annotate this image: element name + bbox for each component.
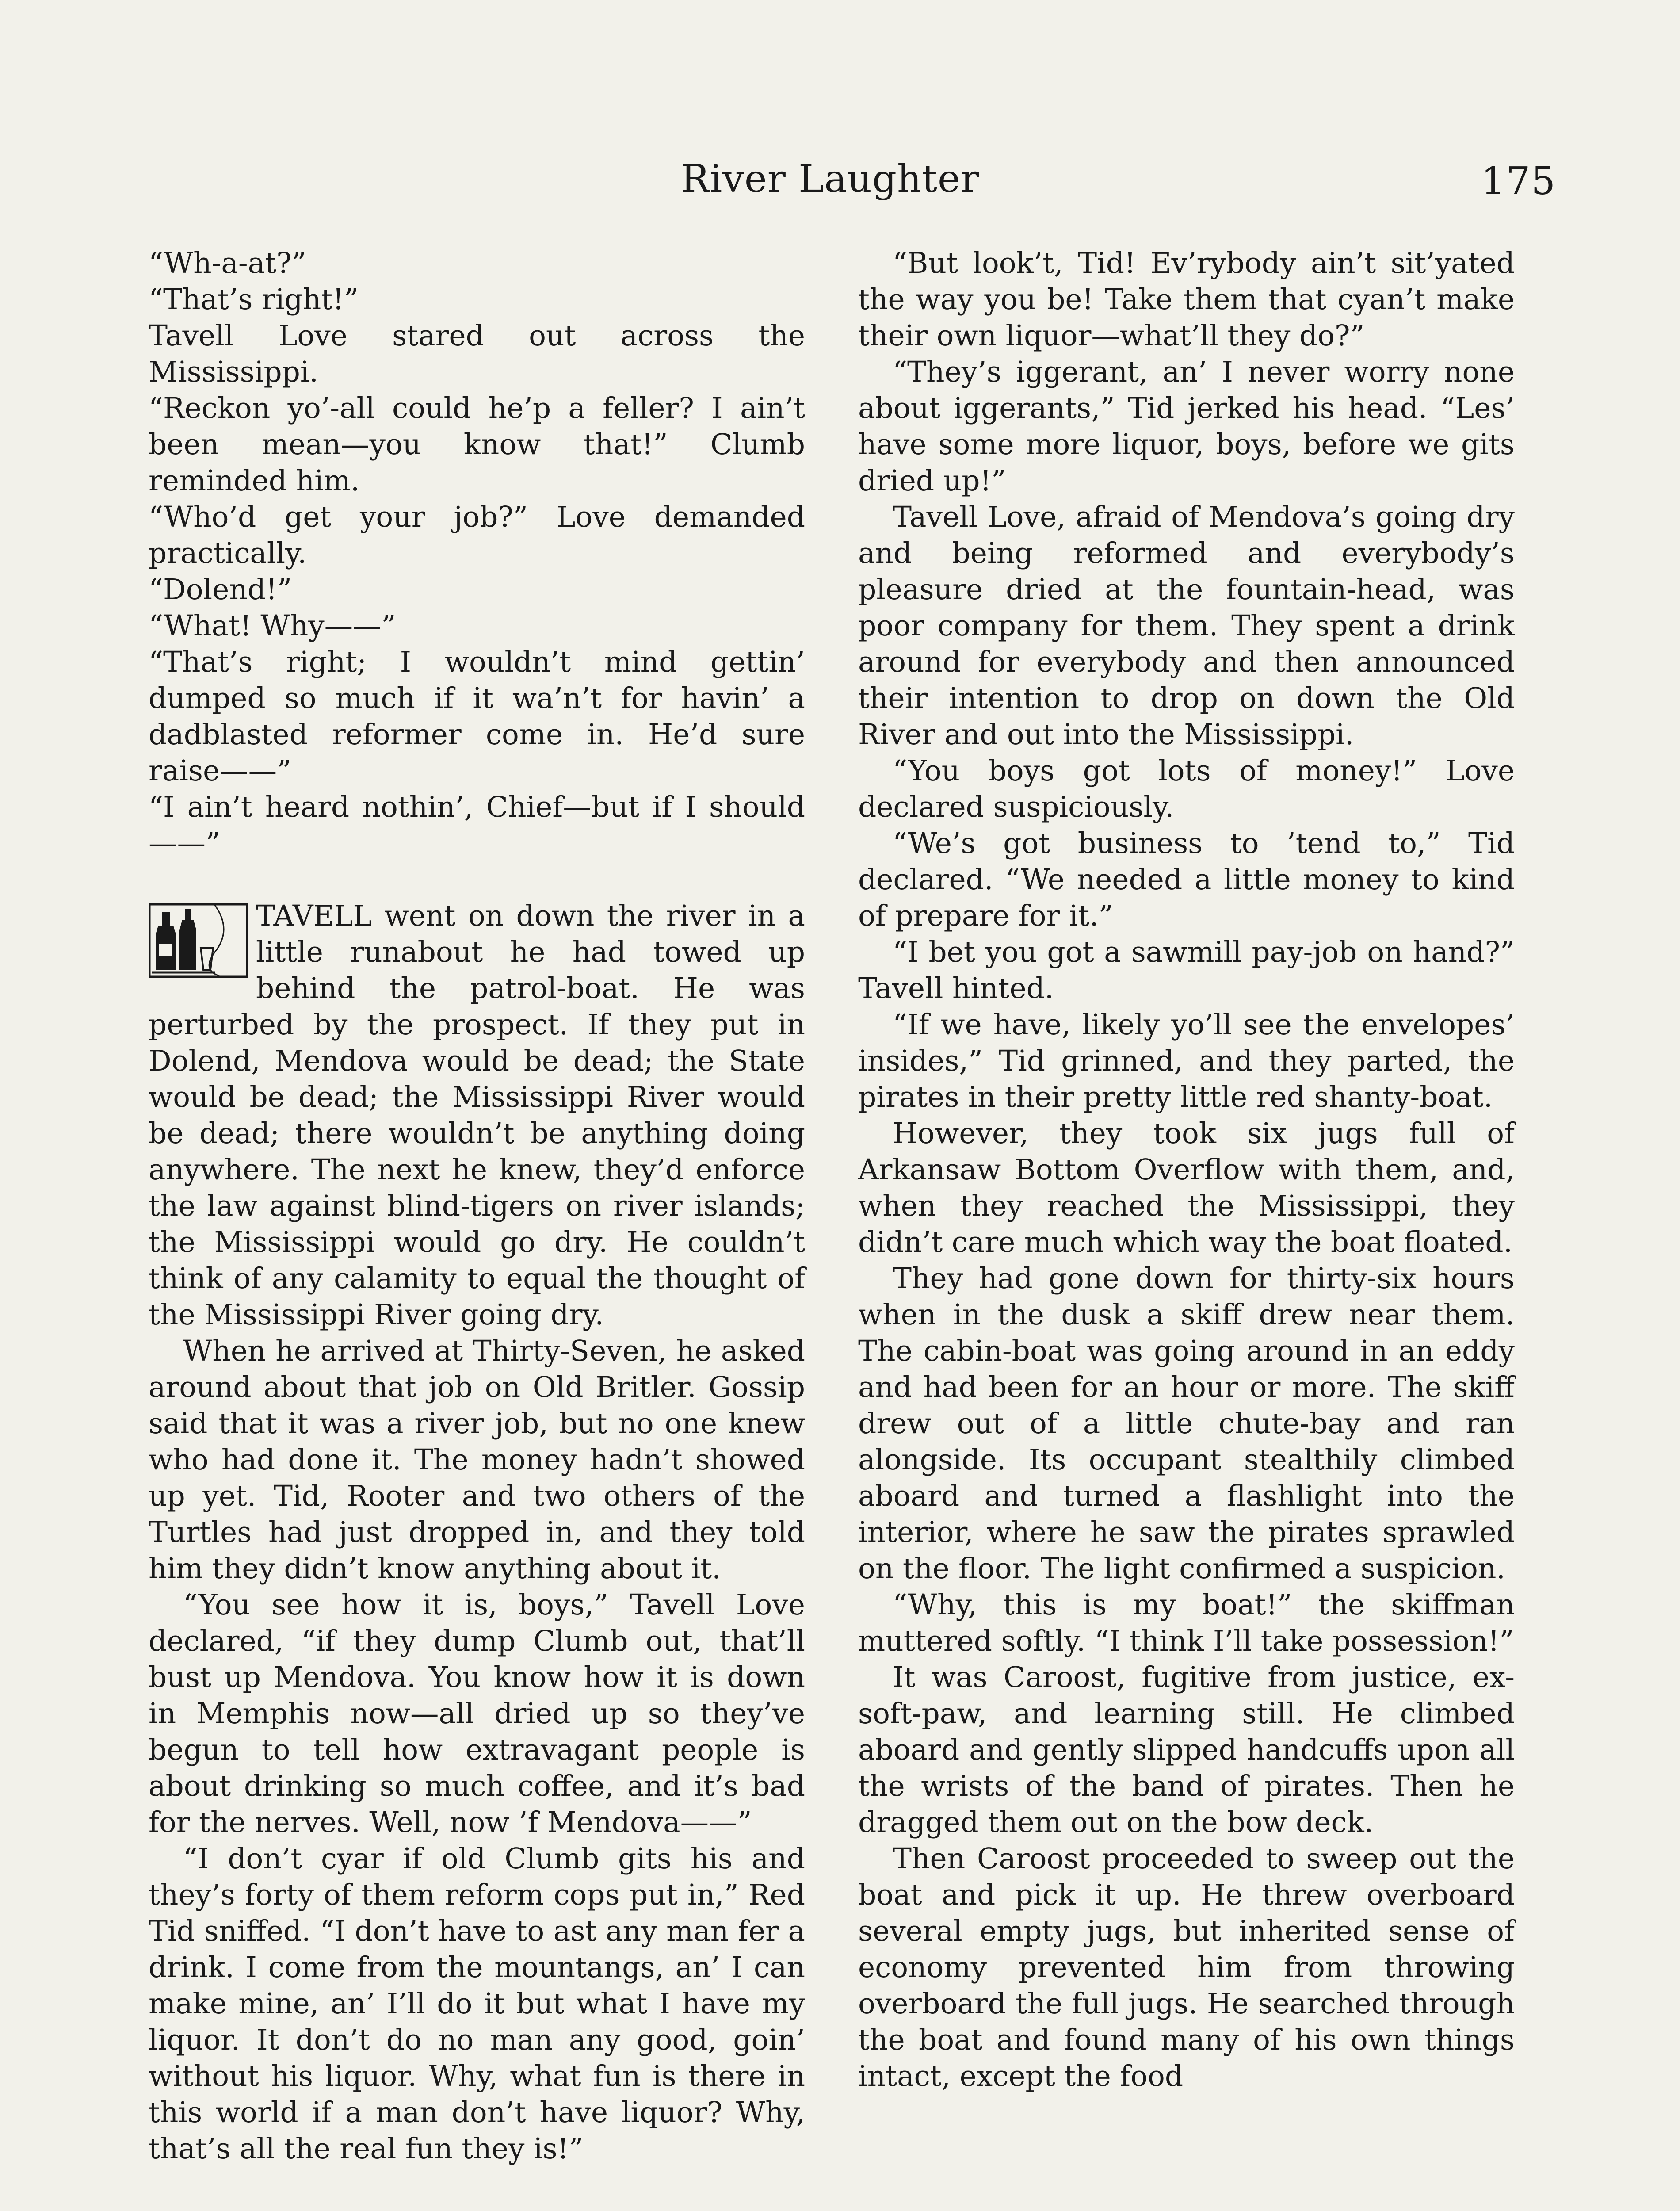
left-column	[149, 245, 805, 2167]
paragraph: “If we have, likely yo’ll see the envelopes’ insides,” Tid grinned, and they parted, the pirates in their pretty little red shanty-boat.	[858, 1008, 1515, 1114]
paragraph: “I ain’t heard nothin’, Chief—but if I should——”	[149, 791, 805, 860]
paragraph: It was Caroost, fugitive from justice, ex-soft-paw, and learning still. He climbed aboard and gently slipped handcuffs upon all the wrists of the band of pirates. Then he dragged them out on the bow deck.	[858, 1661, 1515, 1839]
paragraph: When he arrived at Thirty-Seven, he asked around about that job on Old Britler. Gossip said that it was a river job, but no one knew who had done it. The money hadn’t showed up yet. Tid, Rooter and two others of the Turtles had just dropped in, and they told him they didn’t know anything about it.	[149, 1335, 805, 1585]
paragraph: “You boys got lots of money!” Love declared suspiciously.	[858, 754, 1515, 824]
paragraph: “Why, this is my boat!” the skiffman muttered softly. “I think I’ll take possession!”	[858, 1588, 1515, 1658]
paragraph: Tavell Love stared out across the Mississippi.	[149, 319, 805, 389]
right-column	[858, 245, 1515, 2095]
paragraph: Then Caroost proceeded to sweep out the boat and pick it up. He threw overboard several empty jugs, but inherited sense of economy prevented him from throwing overboard the full jugs. He searched through the boat and found many of his own things intact, except the food	[858, 1842, 1515, 2093]
paragraph: “They’s iggerant, an’ I never worry none about iggerants,” Tid jerked his head. “Les’ have some more liquor, boys, before we gits dried up!”	[858, 356, 1515, 497]
paragraph: “That’s right!”	[149, 283, 359, 316]
section-opening-paragraph	[149, 898, 805, 1333]
paragraph: “What! Why——”	[149, 609, 396, 643]
paragraph: “I don’t cyar if old Clumb gits his and they’s forty of them reform cops put in,” Red Tid sniffed. “I don’t have to ast any man fer a drink. I come from the mountangs, an’ I can make mine, an’ I’ll do it but what I have my liquor. It don’t do no man any good, goin’ without his liquor. Why, what fun is there in this world if a man don’t have liquor? Why, that’s all the real fun they is!”	[149, 1842, 805, 2165]
paragraph: “We’s got business to ’tend to,” Tid declared. “We needed a little money to kind of prepare for it.”	[858, 827, 1515, 933]
paragraph: They had gone down for thirty-six hours when in the dusk a skiff drew near them. The cabin-boat was going around in an eddy and had been for an hour or more. The skiff drew out of a little chute-bay and ran alongside. Its occupant stealthily climbed aboard and turned a flashlight into the interior, where he saw the pirates sprawled on the floor. The light confirmed a suspicion.	[858, 1262, 1515, 1585]
paragraph: “Dolend!”	[149, 573, 292, 606]
paragraph: “That’s right; I wouldn’t mind gettin’ dumped so much if it wa’n’t for havin’ a dadblasted reformer come in. He’d sure raise——”	[149, 646, 805, 788]
paragraph: Tavell Love, afraid of Mendova’s going dry and being reformed and everybody’s pleasure dried at the fountain-head, was poor company for them. They spent a drink around for everybody and then announced their intention to drop on down the Old River and out into the Mississippi.	[858, 501, 1515, 751]
paragraph: “Wh-a-at?”	[149, 247, 306, 280]
bottles-and-glass-icon	[149, 903, 248, 978]
paragraph: “You see how it is, boys,” Tavell Love declared, “if they dump Clumb out, that’ll bust up Mendova. You know how it is down in Memphis now—all dried up so they’ve begun to tell how extravagant people is about drinking so much coffee, and it’s bad for the nerves. Well, now ’f Mendova——”	[149, 1588, 805, 1839]
page-number: 175	[1481, 159, 1557, 203]
paragraph: However, they took six jugs full of Arkansaw Bottom Overflow with them, and, when they reached the Mississippi, they didn’t care much which way the boat floated.	[858, 1117, 1515, 1259]
page-title: River Laughter	[681, 157, 979, 201]
paragraph: “Reckon yo’-all could he’p a feller? I ain’t been mean—you know that!” Clumb reminded him.	[149, 392, 805, 497]
paragraph: “Who’d get your job?” Love demanded practically.	[149, 501, 805, 570]
paragraph: “But look’t, Tid! Ev’rybody ain’t sit’yated the way you be! Take them that cyan’t make their own liquor—what’ll they do?”	[858, 247, 1515, 352]
paragraph: “I bet you got a sawmill pay-job on hand?” Tavell hinted.	[858, 936, 1515, 1005]
paragraph-text: TAVELL went on down the river in a little runabout he had towed up behind the patrol-boat. He was perturbed by the prospect. If they put in Dolend, Mendova would be dead; the State would be dead; the Mississippi River would be dead; there wouldn’t be anything doing anywhere. The next he knew, they’d enforce the law against blind-tigers on river islands; the Mississippi would go dry. He couldn’t think of any calamity to equal the thought of the Mississippi River going dry.	[149, 899, 805, 1331]
